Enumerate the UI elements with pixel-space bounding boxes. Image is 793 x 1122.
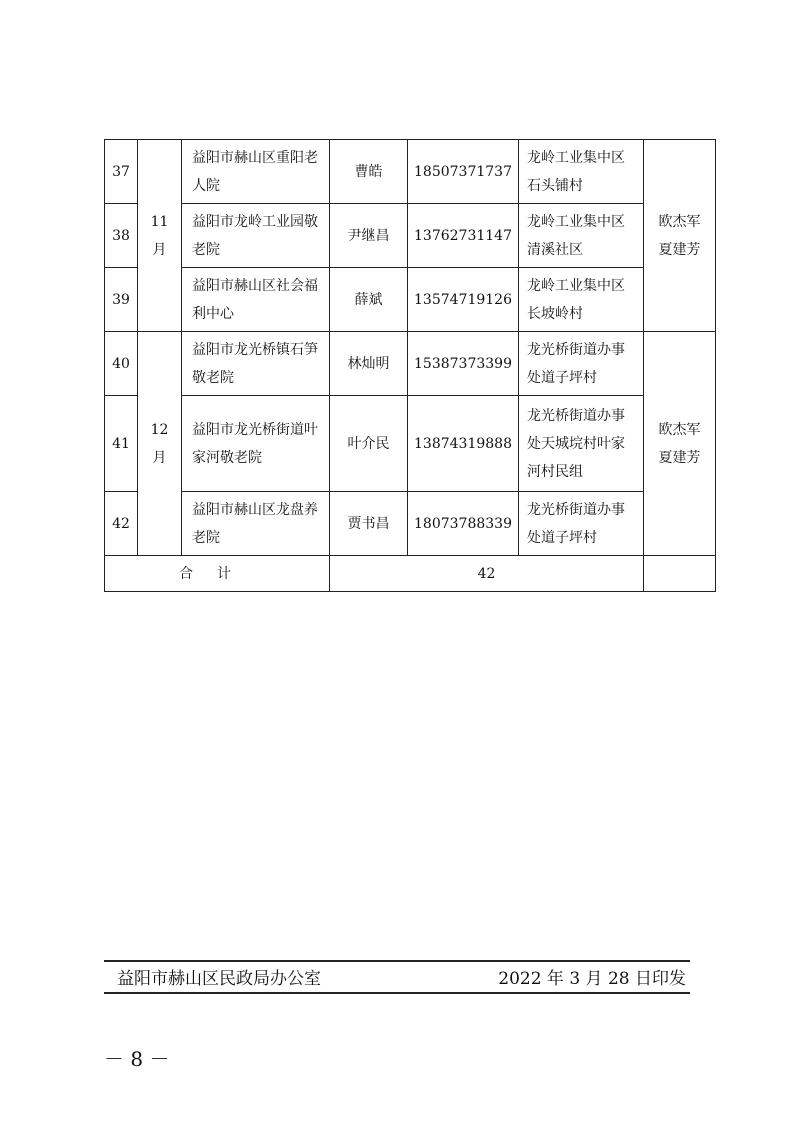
table-row — [105, 492, 716, 556]
supervisor-name: 夏建芳 — [658, 449, 701, 466]
total-value: 42 — [330, 556, 644, 592]
month-cell: 11 月 — [138, 140, 182, 332]
page-number: － 8 － — [104, 1047, 170, 1071]
institution-name — [182, 204, 330, 268]
row-number: 40 — [105, 332, 138, 396]
name-line: 老院 — [192, 529, 220, 546]
name-line: 人院 — [192, 177, 220, 194]
institution-name — [182, 140, 330, 204]
table-row — [105, 268, 716, 332]
nursing-home-table — [104, 139, 716, 592]
location — [518, 268, 643, 332]
location-line: 龙光桥街道办事 — [526, 501, 625, 518]
row-number: 41 — [105, 396, 138, 492]
contact-person: 曹皓 — [330, 140, 408, 204]
phone-number: 13874319888 — [408, 396, 519, 492]
supervisor-name: 欧杰军 — [658, 421, 701, 438]
row-number: 42 — [105, 492, 138, 556]
total-row — [105, 556, 716, 592]
name-line: 敬老院 — [192, 369, 234, 386]
institution-name — [182, 332, 330, 396]
phone-number: 13762731147 — [408, 204, 519, 268]
location — [518, 332, 643, 396]
total-label: 合计 — [105, 556, 330, 592]
name-line: 益阳市赫山区重阳老 — [192, 149, 318, 166]
supervisor-name: 欧杰军 — [658, 213, 701, 230]
name-line: 益阳市赫山区社会福 — [192, 277, 318, 294]
name-line: 益阳市龙光桥镇石笋 — [192, 341, 318, 358]
location-line: 处道子坪村 — [526, 529, 597, 546]
name-line: 益阳市龙岭工业园敬 — [192, 213, 318, 230]
footer-top-rule — [104, 960, 690, 962]
supervisor-name: 夏建芳 — [658, 241, 701, 258]
institution-name — [182, 396, 330, 492]
location-line: 龙光桥街道办事 — [526, 407, 625, 424]
contact-person: 薛斌 — [330, 268, 408, 332]
institution-name — [182, 492, 330, 556]
name-line: 家河敬老院 — [192, 449, 262, 466]
row-number: 39 — [105, 268, 138, 332]
name-line: 益阳市赫山区龙盘养 — [192, 501, 318, 518]
location-line: 龙岭工业集中区 — [526, 149, 625, 166]
location-line: 处天城垸村叶家 — [526, 435, 625, 452]
location-line: 龙光桥街道办事 — [526, 341, 625, 358]
contact-person: 林灿明 — [330, 332, 408, 396]
location-line: 石头铺村 — [526, 177, 583, 194]
phone-number: 13574719126 — [408, 268, 519, 332]
table-row — [105, 332, 716, 396]
location-line: 龙岭工业集中区 — [526, 213, 625, 230]
location-line: 清溪社区 — [526, 241, 583, 258]
name-line: 老院 — [192, 241, 220, 258]
location — [518, 204, 643, 268]
location-line: 处道子坪村 — [526, 369, 597, 386]
row-number: 38 — [105, 204, 138, 268]
supervisors-cell — [643, 140, 715, 332]
phone-number: 18073788339 — [408, 492, 519, 556]
phone-number: 15387373399 — [408, 332, 519, 396]
table-row — [105, 204, 716, 268]
contact-person: 贾书昌 — [330, 492, 408, 556]
footer-date: 2022 年 3 月 28 日印发 — [498, 969, 686, 989]
table-row — [105, 140, 716, 204]
location-line: 河村民组 — [526, 463, 583, 480]
institution-name — [182, 268, 330, 332]
location-line: 长坡岭村 — [526, 305, 583, 322]
name-line: 利中心 — [192, 305, 234, 322]
name-line: 益阳市龙光桥街道叶 — [192, 421, 318, 438]
location — [518, 492, 643, 556]
contact-person: 尹继昌 — [330, 204, 408, 268]
supervisors-cell — [643, 332, 715, 556]
contact-person: 叶介民 — [330, 396, 408, 492]
footer-issuer: 益阳市赫山区民政局办公室 — [117, 969, 321, 989]
location — [518, 140, 643, 204]
table-row — [105, 396, 716, 492]
footer-bottom-rule — [104, 992, 690, 994]
location-line: 龙岭工业集中区 — [526, 277, 625, 294]
location — [518, 396, 643, 492]
row-number: 37 — [105, 140, 138, 204]
month-cell: 12 月 — [138, 332, 182, 556]
phone-number: 18507371737 — [408, 140, 519, 204]
total-empty-cell — [643, 556, 715, 592]
